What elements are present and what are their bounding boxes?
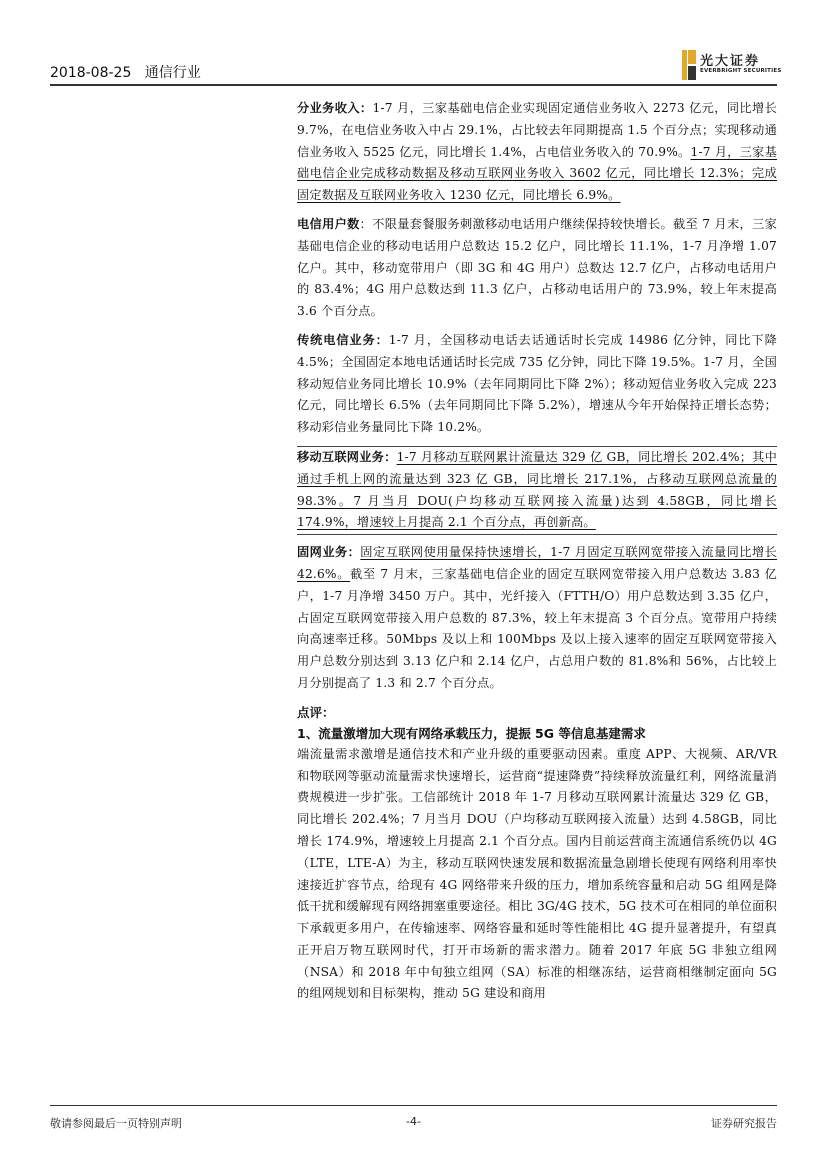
paragraph-text: ：不限量套餐服务刺激移动电话用户继续保持较快增长。截至 7 月末，三家基础电信企业的移动电话用户总数达 15.2 亿户，同比增长 11.1%，1-7 月净增 1.07 亿户。其中，移动宽带用户（即 3G 和 4G 用户）总数达 12.7 亿户，占移动电话用户的 83.4%；4G 用户总数达到 11.3 亿户，占移动电话用户的 73.9%，较上年末提高 3.6 个百分点。	[297, 216, 777, 319]
footer-report-type: 证券研究报告	[711, 1117, 777, 1130]
company-logo	[682, 46, 792, 82]
paragraph-underlined-text: 1-7 月，三家基础电信企业完成移动数据及移动互联网业务收入 3602 亿元，同比增长 12.3%；完成固定数据及互联网业务收入 1230 亿元，同比增长 6.9%。	[297, 144, 777, 203]
paragraph-underlined-text: 1-7 月移动互联网累计流量达 329 亿 GB，同比增长 202.4%；其中通过手机上网的流量达到 323 亿 GB，同比增长 217.1%，占移动互联网总流量的 98.3%。7 月当月 DOU(户均移动互联网接入流量)达到 4.58GB，同比增长 174.9%，增速较上月提高 2.1 个百分点，再创新高。	[297, 449, 777, 530]
paragraph-heading: 传统电信业务：	[297, 332, 389, 347]
comment-body: 端流量需求激增是通信技术和产业升级的重要驱动因素。重度 APP、大视频、AR/VR 和物联网等驱动流量需求快速增长，运营商“提速降费”持续释放流量红利，网络流量消费规模进一步扩张。工信部统计 2018 年 1-7 月移动互联网累计流量达 329 亿 GB，同比增长 202.4%；7 月当月 DOU（户均移动互联网接入流量）达到 4.58GB，同比增长 174.9%，增速较上月提高 2.1 个百分点。国内目前运营商主流通信系统仍以 4G（LTE，LTE-A）为主，移动互联网快速发展和数据流量急剧增长使现有网络利用率快速接近扩容节点，给现有 4G 网络带来升级的压力，增加系统容量和启动 5G 组网是降低干扰和缓解现有网络拥塞重要途径。相比 3G/4G 技术，5G 技术可在相同的单位面积下承载更多用户，在传输速率、网络容量和延时等性能相比 4G 提升显著提升，有望真正开启万物互联网时代，打开市场新的需求潜力。随着 2017 年底 5G 非独立组网（NSA）和 2018 年中旬独立组网（SA）标准的相继冻结，运营商相继制定面向 5G 的组网规划和目标架构，推动 5G 建设和商用	[297, 746, 777, 1001]
paragraph-business-revenue	[297, 98, 777, 207]
logo-text-cn: 光大证券	[700, 54, 761, 69]
paragraph-fixed-network	[297, 542, 777, 695]
report-body	[297, 98, 777, 1012]
header-date-industry	[50, 62, 201, 82]
footer-page-number: -4-	[406, 1115, 421, 1128]
footer-rule	[50, 1105, 777, 1106]
paragraph-underlined-text: 固定互联网使用量保持快速增长，1-7 月固定互联网宽带接入流量同比增长 42.6%。	[297, 545, 778, 581]
paragraph-heading: 分业务收入：	[297, 101, 373, 115]
paragraph-heading: 移动互联网业务：	[297, 449, 397, 464]
paragraph-traditional-telecom	[297, 330, 777, 439]
paragraph-heading: 固网业务：	[297, 545, 361, 560]
logo-mark-icon	[682, 50, 696, 80]
logo-text-en: EVERBRIGHT SECURITIES	[700, 68, 782, 74]
header-date: 2018-08-25	[50, 65, 132, 81]
comment-label: 点评：	[297, 704, 335, 720]
footer-disclaimer: 敬请参阅最后一页特别声明	[50, 1117, 182, 1130]
header-industry: 通信行业	[144, 65, 201, 81]
paragraph-text: 截至 7 月末，三家基础电信企业的固定互联网宽带接入用户总数达 3.83 亿户，1-7 月净增 3450 万户。其中，光纤接入（FTTH/O）用户总数达到 3.35 亿户，占固定互联网宽带接入用户总数的 87.3%，较上年末提高 3 个百分点。宽带用户持续向高速率迁移。50Mbps 及以上和 100Mbps 及以上接入速率的固定互联网宽带接入用户总数分别达到 3.13 亿户和 2.14 亿户，占总用户数的 81.8%和 56%，占比较上月分别提高了 1.3 和 2.7 个百分点。	[297, 566, 777, 690]
paragraph-mobile-internet	[297, 446, 777, 535]
paragraph-heading: 电信用户数	[297, 216, 360, 231]
comment-subtitle: 1、流量激增加大现有网络承载压力，提振 5G 等信息基建需求	[297, 725, 646, 741]
paragraph-subscribers	[297, 214, 777, 323]
paragraph-text: 1-7 月，全国移动电话去话通话时长完成 14986 亿分钟，同比下降 4.5%；全国固定本地电话通话时长完成 735 亿分钟，同比下降 19.5%。1-7 月，全国移动短信业务同比增长 10.9%（去年同期同比下降 2%）；移动短信业务收入完成 223 亿元，同比增长 6.5%（去年同期同比下降 5.2%），增速从今年开始保持正增长态势；移动彩信业务量同比下降 10.2%。	[297, 332, 777, 435]
header-rule	[50, 84, 777, 86]
paragraph-text: 1-7 月，三家基础电信企业实现固定通信业务收入 2273 亿元，同比增长 9.7%，在电信业务收入中占 29.1%，占比较去年同期提高 1.5 个百分点；实现移动通信业务收入 5525 亿元，同比增长 1.4%，占电信业务收入的 70.9%。	[297, 101, 777, 159]
